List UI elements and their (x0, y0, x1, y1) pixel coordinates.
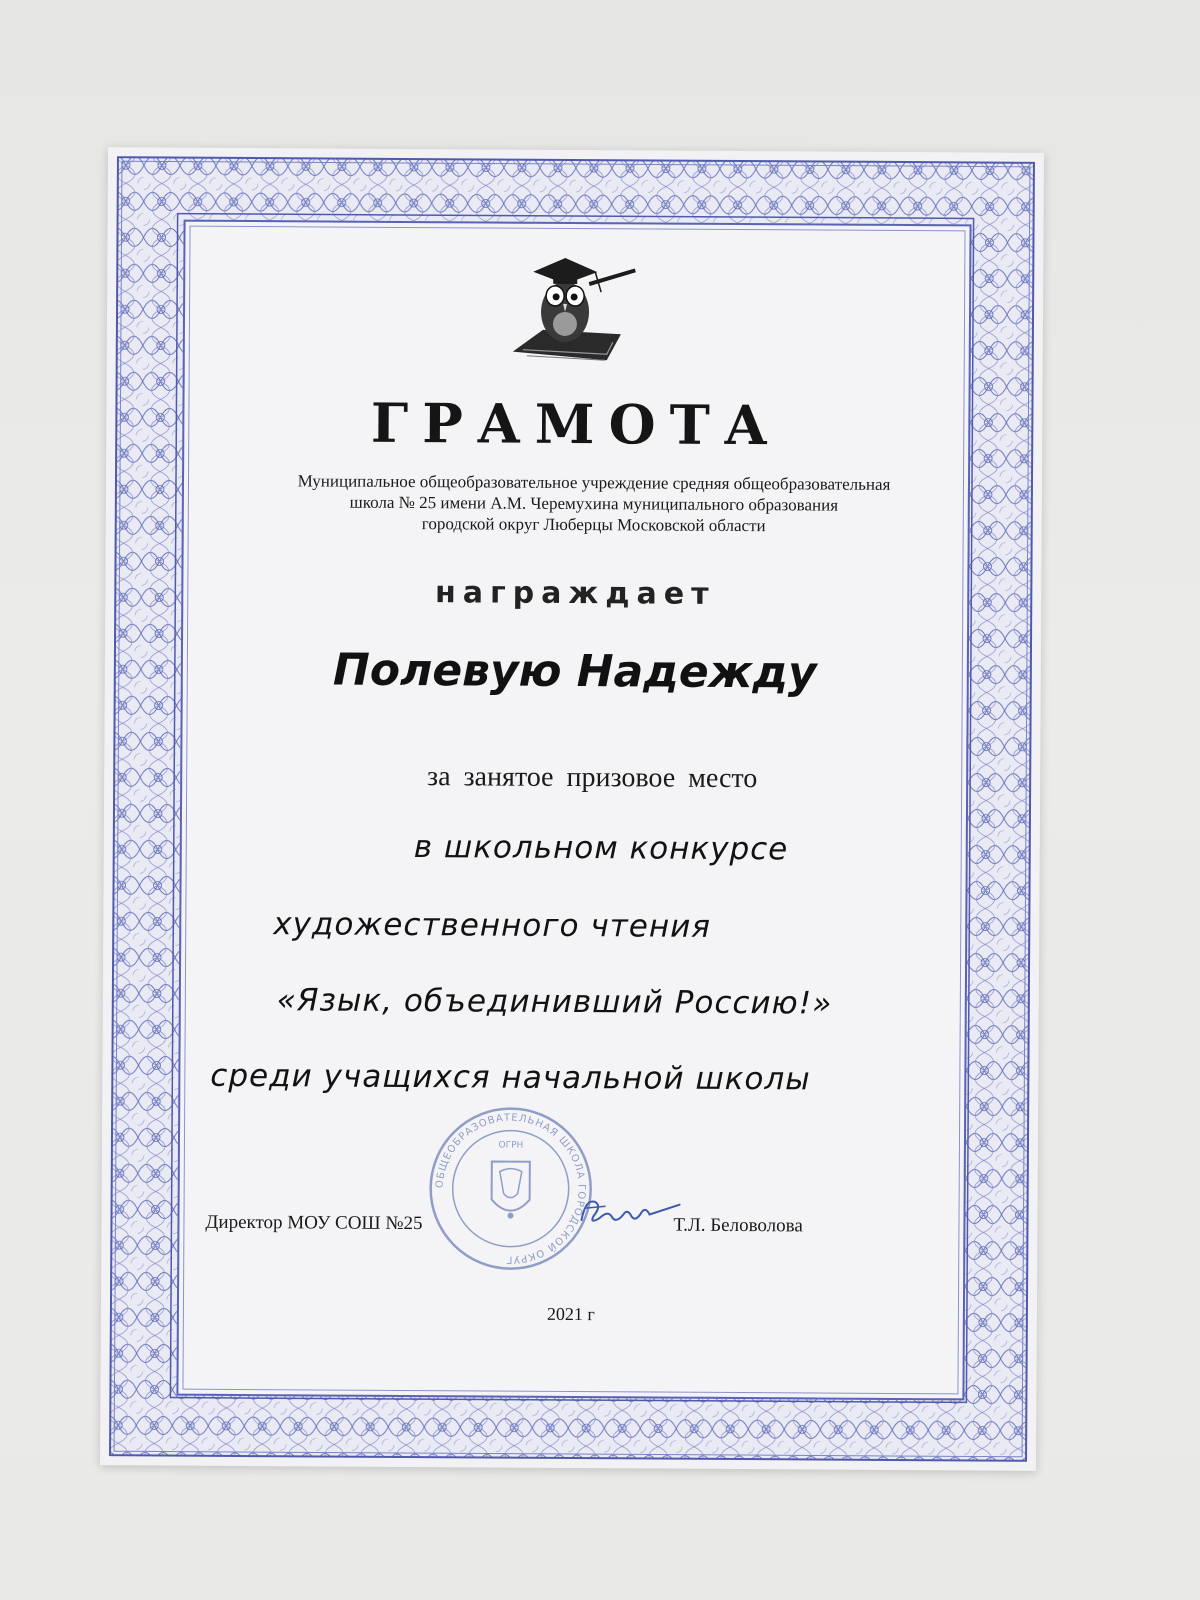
svg-text:ОБЩЕОБРАЗОВАТЕЛЬНАЯ ШКОЛА ГОРО (434, 1112, 587, 1265)
handwritten-signature (575, 1190, 685, 1237)
seal-ogrn-text: ОГРН (498, 1140, 524, 1151)
recipient-name: Полевую Надежду (332, 644, 817, 699)
certificate-paper (100, 147, 1044, 1471)
organization-name (244, 470, 944, 537)
director-title: Директор МОУ СОШ №25 (205, 1211, 423, 1235)
seal-outer-text: ОБЩЕОБРАЗОВАТЕЛЬНАЯ ШКОЛА ГОРОДСКОЙ ОКРУГ (434, 1112, 587, 1265)
handwritten-line-category: художественного чтения (273, 906, 712, 945)
award-reason: за занятое призовое место (426, 761, 758, 795)
signer-name: Т.Л. Беловолова (673, 1214, 803, 1237)
handwritten-line-participants: среди учащихся начальной школы (210, 1057, 811, 1098)
certificate-content-area (176, 220, 971, 1401)
official-seal (425, 1103, 596, 1274)
owl-on-book-icon (503, 252, 644, 373)
certificate-title: ГРАМОТА (370, 390, 782, 458)
handwritten-line-contest-name: «Язык, объединивший Россию!» (276, 982, 833, 1022)
handwritten-line-contest: в школьном конкурсе (413, 829, 789, 868)
certificate-year: 2021 г (546, 1303, 595, 1325)
awards-verb: награждает (434, 575, 716, 612)
organization-line: школа № 25 имени А.М. Черемухина муниципального образования (349, 492, 839, 515)
organization-line: городской округ Люберцы Московской области (421, 514, 766, 536)
organization-line: Муниципальное общеобразовательное учреждение средняя общеобразовательная (297, 471, 891, 494)
